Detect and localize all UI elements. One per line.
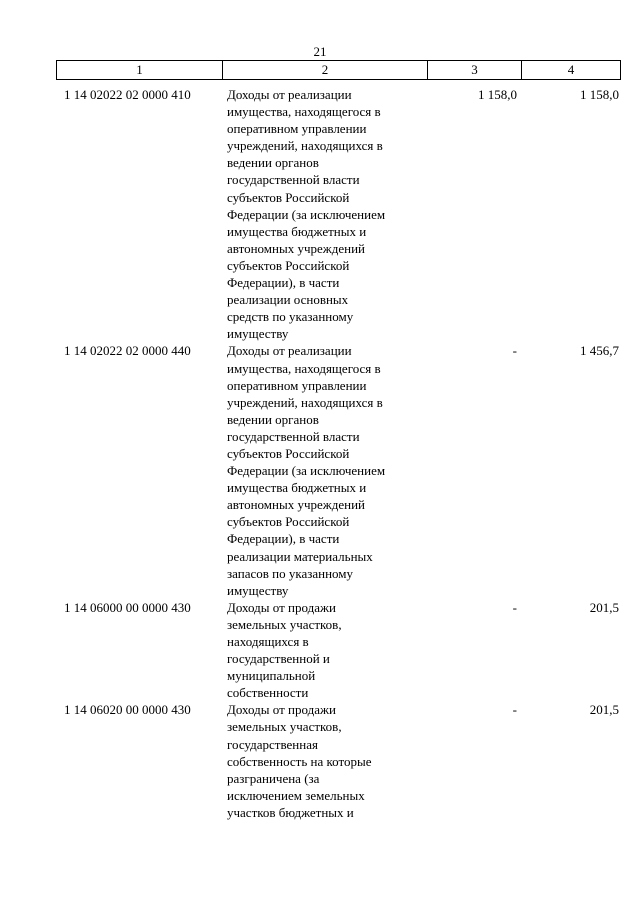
header-col-1: 1 bbox=[57, 61, 223, 79]
header-col-4: 4 bbox=[567, 62, 575, 77]
table-row bbox=[56, 86, 621, 342]
table-row bbox=[56, 599, 621, 702]
table-header bbox=[56, 60, 621, 80]
table-row bbox=[56, 701, 621, 821]
row-value-col4: 201,5 bbox=[589, 702, 619, 718]
row-value-col3: - bbox=[512, 599, 517, 615]
page-number: 21 bbox=[313, 44, 327, 59]
header-col-3: 3 bbox=[428, 61, 522, 79]
row-description: Доходы от реализации имущества, находящегося в оперативном управлении учреждений, находящихся в ведении органов государственной власти субъектов Российской Федерации (за исключением имущества бюджетных и автономных учреждений субъектов Российской Федерации), в части реализации материальных запасов по указанному имуществу bbox=[227, 343, 386, 598]
table-row bbox=[56, 342, 621, 598]
row-code: 1 14 02022 02 0000 410 bbox=[64, 87, 191, 102]
header-col-2: 2 bbox=[223, 61, 428, 79]
row-description: Доходы от продажи земельных участков, находящихся в государственной и муниципальной собственности bbox=[227, 599, 342, 701]
row-value-col3: 1 158,0 bbox=[478, 87, 517, 102]
row-value-col3: - bbox=[512, 343, 517, 359]
row-description: Доходы от продажи земельных участков, государственная собственность на которые разграничена (за исключением земельных участков бюджетных и bbox=[227, 702, 372, 820]
row-value-col3: - bbox=[512, 702, 517, 718]
table-body bbox=[56, 86, 621, 821]
row-value-col4: 1 456,7 bbox=[580, 343, 619, 359]
row-description: Доходы от реализации имущества, находящегося в оперативном управлении учреждений, находящихся в ведении органов государственной власти субъектов Российской Федерации (за исключением имущества бюджетных и автономных учреждений субъектов Российской Федерации), в части реализации основных средств по указанному имуществу bbox=[227, 87, 386, 342]
row-value-col4: 1 158,0 bbox=[580, 87, 619, 102]
row-code: 1 14 06000 00 0000 430 bbox=[64, 599, 191, 615]
row-value-col4: 201,5 bbox=[589, 599, 619, 615]
row-code: 1 14 02022 02 0000 440 bbox=[64, 343, 191, 359]
row-code: 1 14 06020 00 0000 430 bbox=[64, 702, 191, 718]
